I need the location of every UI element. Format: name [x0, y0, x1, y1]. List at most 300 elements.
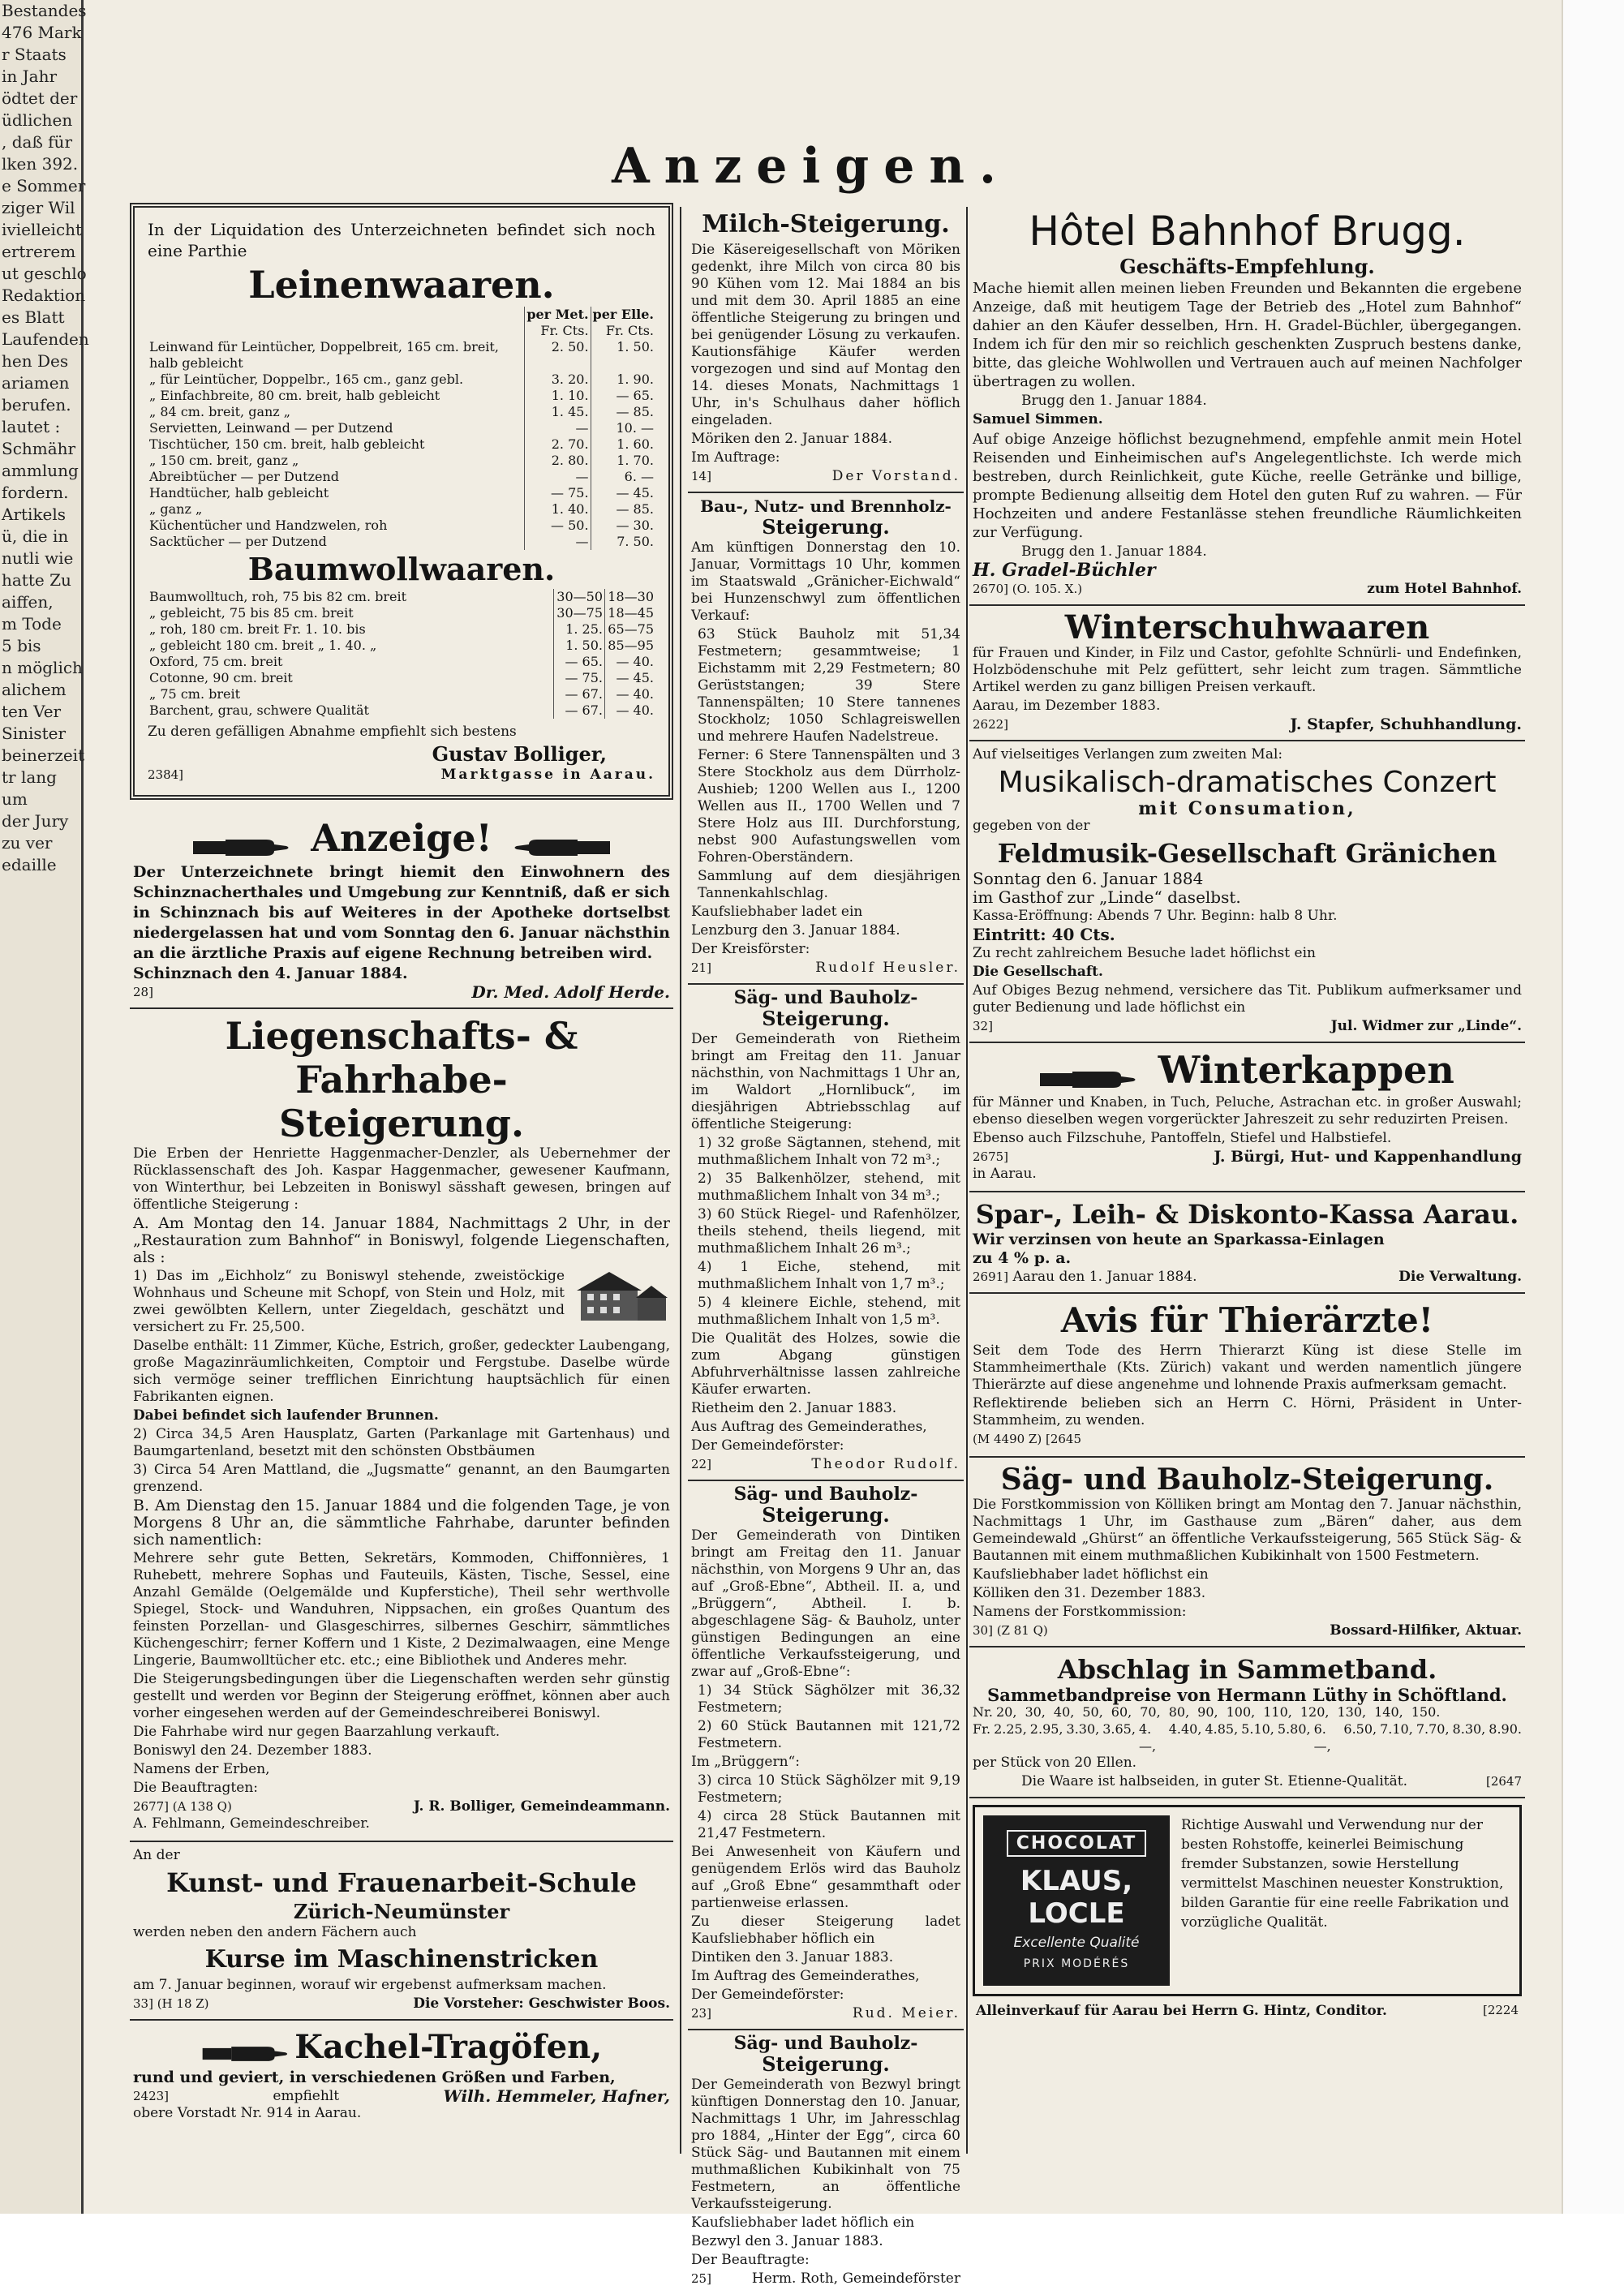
- previous-page-text: , daß für: [2, 132, 73, 152]
- price-cell: 7.70,: [1416, 1720, 1450, 1737]
- ad-title: Winterkappen: [1158, 1048, 1454, 1092]
- ad-text: empfiehlt: [273, 2087, 340, 2104]
- ad-number: 22]: [691, 1457, 711, 1471]
- ad-anzeige: [130, 811, 673, 1009]
- price-value: — 65.: [554, 654, 605, 670]
- price-cell: 6.50,: [1343, 1720, 1377, 1737]
- price-cell: 4.85,: [1205, 1720, 1239, 1737]
- price-cell: 7.10,: [1380, 1720, 1413, 1737]
- price-item-label: „ 84 cm. breit, ganz „: [149, 404, 291, 419]
- ad-title: Steigerung.: [762, 1007, 890, 1030]
- price-item-label: Baumwolltuch, roh, 75 bis 82 cm. breit: [149, 589, 407, 604]
- price-value: 1. 45.: [525, 404, 591, 420]
- ad-number: [2647: [1485, 1773, 1522, 1789]
- price-value: 18—45: [605, 605, 656, 621]
- ad-title: Milch-Steigerung.: [702, 210, 950, 238]
- price-cell: 80,: [1168, 1703, 1190, 1720]
- ad-footer-row: [973, 1149, 1522, 1166]
- ad-text: im Gasthof zur „Linde“ daselbst.: [973, 887, 1241, 907]
- column-rule: [966, 207, 968, 2154]
- col-header: per Elle.: [591, 307, 655, 323]
- price-item-label: Abreibtücher — per Dutzend: [149, 469, 340, 484]
- previous-page-text: lken 392.: [2, 154, 79, 174]
- col-header: Fr. Cts.: [525, 323, 591, 339]
- previous-page-text: tr lang: [2, 767, 57, 787]
- ad-number: [2224: [1482, 2002, 1519, 2017]
- price-cell: 150.: [1411, 1703, 1441, 1720]
- price-cell: 6.—,: [1313, 1720, 1331, 1754]
- ad-intro: In der Liquidation des Unterzeichneten befindet sich noch eine Parthie: [148, 220, 655, 260]
- column-3: [969, 203, 1525, 2166]
- ad-signature: Samuel Simmen.: [973, 411, 1103, 427]
- ad-subtitle: Sammetbandpreise von Hermann Lüthy in Schöftland.: [987, 1684, 1507, 1705]
- previous-page-text: ut geschlo: [2, 264, 87, 283]
- ad-text: 1) Das im „Eichholz“ zu Boniswyl stehende, zweistöckige Wohnhaus und Scheune mit Schopf, von Stein und Holz, mit zwei gewölbten Kellern, unter Ziegeldach, geschätzt und versichert zu Fr. 25,500.: [133, 1267, 565, 1335]
- ad-title: Steigerung.: [279, 1101, 524, 1145]
- price-row: [148, 453, 655, 469]
- ad-number: 2423]: [133, 2088, 170, 2103]
- ad-frame: [130, 203, 673, 800]
- ad-title: Säg- und Bauholz-Steigerung.: [1000, 1462, 1494, 1497]
- ad-text: Bei Anwesenheit von Käufern und genügendem Erlös wird das Bauholz auf „Groß Ebne“ gesammthaft oder partienweise erlassen.: [691, 1844, 960, 1911]
- price-value: 1. 50.: [554, 638, 605, 654]
- ad-footer: Zu deren gefälligen Abnahme empfiehlt sich bestens: [148, 724, 517, 740]
- ad-footer-row: [973, 1269, 1522, 1286]
- price-value: 7. 50.: [591, 534, 655, 550]
- ad-title-row: [133, 816, 670, 862]
- previous-page-text: Bestandes: [2, 1, 87, 20]
- ad-text: B. Am Dienstag den 15. Januar 1884 und die folgenden Tage, je von Morgens 8 Uhr an, die sämmtliche Fahrhabe, darunter befinden sich namentlich:: [133, 1496, 670, 1549]
- previous-page-text: fordern.: [2, 483, 69, 502]
- ad-text: 3) Circa 54 Aren Mattland, die „Jugsmatte“ genannt, an den Baumgarten grenzend.: [133, 1461, 670, 1495]
- price-cell: 2.95,: [1029, 1720, 1063, 1737]
- ad-signature: Jul. Widmer zur „Linde“.: [1330, 1018, 1522, 1034]
- ad-number: 14]: [691, 469, 711, 483]
- price-value: 2. 50.: [525, 339, 591, 372]
- previous-page-text: berufen.: [2, 395, 71, 415]
- price-row: [148, 485, 655, 501]
- previous-page-text: m Tode: [2, 614, 62, 634]
- price-item-label: Handtücher, halb gebleicht: [149, 485, 329, 500]
- price-item-label: Cotonne, 90 cm. breit: [149, 670, 293, 685]
- ad-title: Spar-, Leih- & Diskonto-Kassa Aarau.: [975, 1198, 1519, 1230]
- ad-text: 5) 4 kleinere Eichle, stehend, mit muthmaßlichem Inhalt von 1,5 m³.: [698, 1295, 960, 1328]
- ad-signature: J. R. Bolliger, Gemeindeammann.: [413, 1798, 670, 1815]
- ad-text: Dabei befindet sich laufender Brunnen.: [133, 1407, 439, 1424]
- ad-title: Säg- und Bauholz-: [733, 987, 918, 1008]
- pointing-hand-right-icon: [201, 2041, 290, 2067]
- ad-number: 2675]: [973, 1149, 1009, 1164]
- price-item-label: „ 150 cm. breit, ganz „: [149, 453, 299, 468]
- ad-place-date: Aarau den 1. Januar 1884.: [1012, 1268, 1197, 1285]
- ad-hotel-bahnhof: [969, 203, 1525, 606]
- ad-signature: Gustav Bolliger,: [432, 742, 607, 766]
- price-item-label: „ gebleicht 180 cm. breit „ 1. 40. „: [149, 638, 377, 653]
- ad-number: 25]: [691, 2271, 711, 2286]
- price-row: [148, 621, 655, 638]
- price-value: — 40.: [605, 686, 656, 702]
- price-row: [148, 670, 655, 686]
- ad-subtitle: mit Consumation,: [1138, 798, 1356, 819]
- ad-text: per Stück von 20 Ellen.: [973, 1754, 1137, 1771]
- ad-footer-row: [148, 767, 655, 784]
- previous-page-text: ü, die in: [2, 526, 69, 546]
- ad-number: 30] (Z 81 Q): [973, 1622, 1048, 1638]
- price-cell: 5.80,: [1277, 1720, 1311, 1737]
- ad-text: Mehrere sehr gute Betten, Sekretärs, Kommoden, Chiffonnières, 1 Ruhebett, mehrere Sophas und Fauteuils, Kästen, Tische, Sessel, eine Anzahl Gemälde (Oelgemälde und Kupferstiche), Theil sehr werthvolle Spiegel, Stock- und Wanduhren, Nippsachen, ein großes Quantum des feinsten Porzellan- und Glasgeschirres, silbernes Geschirr, sämmtliches Küchengeschirr; ferner Koffern und 1 Kiste, 2 Dezimalwaagen, eine Menge Lingerie, Baumwolltücher etc. etc.; eine Bibliothek und Anderes mehr.: [133, 1549, 670, 1669]
- previous-page-text: Schmähr: [2, 439, 76, 458]
- price-value: — 40.: [605, 654, 656, 670]
- previous-page-text: Artikels: [2, 505, 67, 524]
- price-row: [148, 372, 655, 388]
- ad-text: 63 Stück Bauholz mit 51,34 Festmetern; gesammtweise; 1 Eichstamm mit 2,29 Festmetern; 80 Gerüststangen; 39 Stere Tannenspälten; 10 Stere tannenes Stockholz; 1050 Schlagreiswellen und mehrere Haufen Nadelstreue.: [698, 626, 960, 745]
- ad-title: Kachel-Tragöfen,: [294, 2027, 603, 2066]
- ad-title: Säg- und Bauholz-: [733, 1484, 918, 1505]
- ad-subtitle: Feldmusik-Gesellschaft Gränichen: [997, 838, 1497, 869]
- price-value: 18—30: [605, 589, 656, 605]
- ad-text: zu 4 % p. a.: [973, 1248, 1072, 1267]
- price-item-label: Tischtücher, 150 cm. breit, halb gebleicht: [149, 436, 425, 452]
- ad-text: Daselbe enthält: 11 Zimmer, Küche, Estrich, großer, gedeckter Laubengang, große Magazinräumlichkeiten, Comptoir und Fergstube. Daselbe würde sich vermöge seiner trefflichen Einrichtung hauptsächlich für einen Fabrikanten eignen.: [133, 1337, 670, 1405]
- ad-text: Seit dem Tode des Herrn Thierarzt Küng ist diese Stelle im Stammheimerthale (Kts. Zürich) vakant und werden namentlich jüngere Thierärzte auf diese angenehme und lohnende Praxis aufmerksam gemacht.: [973, 1342, 1522, 1393]
- previous-page-text: 476 Mark: [2, 23, 82, 42]
- price-value: — 67.: [554, 702, 605, 719]
- previous-page-text: in Jahr: [2, 67, 58, 86]
- ad-number: 28]: [133, 984, 153, 999]
- price-value: — 30.: [591, 518, 655, 534]
- ad-text: Auf obige Anzeige höflichst bezugnehmend, empfehle anmit mein Hotel Reisenden und Einheimischen auf's Angelegentlichste. Ich werde mich bestreben, durch Reinlichkeit, gute Küche, reelle Getränke und billige, prompte Bedienung allseitig dem Hotel den guten Ruf zu wahren. — Für Hochzeiten und andere Festanlässe stehen freundliche Räumlichkeiten zur Verfügung.: [973, 431, 1522, 541]
- ad-place-date: Rietheim den 2. Januar 1883.: [691, 1400, 897, 1416]
- price-item-label: Servietten, Leinwand — per Dutzend: [149, 420, 393, 436]
- ad-text: Alleinverkauf für Aarau bei Herrn G. Hintz, Conditor.: [976, 2002, 1387, 2019]
- ad-place-date: Bezwyl den 3. Januar 1883.: [691, 2233, 883, 2249]
- ad-signature: J. Bürgi, Hut- und Kappenhandlung: [1214, 1147, 1522, 1166]
- ad-text: 2) Circa 34,5 Aren Hausplatz, Garten (Parkanlage mit Gartenhaus) und Baumgartenland, besetzt mit den schönsten Obstbäumen: [133, 1425, 670, 1459]
- ad-footer-row: [133, 1995, 670, 2013]
- previous-page-text: beinerzeit: [2, 745, 85, 765]
- price-item-label: „ gebleicht, 75 bis 85 cm. breit: [149, 605, 354, 621]
- price-row-numbers: [973, 1703, 1522, 1720]
- price-item-label: „ 75 cm. breit: [149, 686, 241, 702]
- previous-page-text: hatte Zu: [2, 570, 71, 590]
- ad-title: Winterschuhwaaren: [1064, 608, 1430, 647]
- price-table: [148, 307, 655, 550]
- price-value: 2. 80.: [525, 453, 591, 469]
- ad-place-date: Boniswyl den 24. Dezember 1883.: [133, 1742, 372, 1759]
- price-value: 30—75: [554, 605, 605, 621]
- price-value: 65—75: [605, 621, 656, 638]
- ad-subtitle: Zürich-Neumünster: [293, 1899, 510, 1923]
- price-cell: 4.—,: [1138, 1720, 1157, 1754]
- ad-konzert: [969, 741, 1525, 1043]
- price-row: [148, 339, 655, 372]
- ad-text: Ferner: 6 Stere Tannenspälten und 3 Stere Stockholz aus dem Dürrholz-Aushieb; 1200 Wellen aus I., 1200 Wellen aus II., 1700 Wellen und 7 Stere Holz aus III. Durchforstung, nebst 900 Aufastungswellen vom Fohren-Oberständern.: [698, 747, 960, 866]
- price-row: [148, 589, 655, 605]
- ad-subtitle: Kurse im Maschinenstricken: [204, 1944, 599, 1974]
- ad-text: Die Erben der Henriette Haggenmacher-Denzler, als Uebernehmer der Rücklassenschaft des Joh. Kaspar Haggenmacher, gewesener Kaufmann, von Winterthur, bei Lebzeiten in Boniswyl sässhaft gewesen, bringen auf öffentliche Steigerung :: [133, 1145, 670, 1213]
- price-row: [148, 686, 655, 702]
- price-row: [148, 420, 655, 436]
- ad-text: Kassa-Eröffnung: Abends 7 Uhr. Beginn: halb 8 Uhr.: [973, 908, 1338, 924]
- ad-kunstschule: [130, 1842, 673, 2021]
- ad-signature: Bossard-Hilfiker, Aktuar.: [1330, 1622, 1522, 1639]
- ad-title: Steigerung.: [762, 1503, 890, 1527]
- price-value: — 67.: [554, 686, 605, 702]
- ad-footer-row: [691, 468, 960, 485]
- ad-footer-row: [133, 2088, 670, 2105]
- price-value: 6. —: [591, 469, 655, 485]
- ad-text: Ebenso auch Filzschuhe, Pantoffeln, Stiefel und Halbstiefel.: [973, 1129, 1392, 1146]
- ad-address: obere Vorstadt Nr. 914 in Aarau.: [133, 2104, 362, 2121]
- price-cell: 3.30,: [1066, 1720, 1100, 1737]
- previous-page-text: es Blatt: [2, 307, 65, 327]
- ad-text: Der Unterzeichnete bringt hiemit den Einwohnern des Schinznacherthales und Umgebung zur Kenntniß, daß er sich in Schinznach bis auf Weiteres in der Apotheke dortselbst niedergelassen hat und vom Sonntag den 6. Januar nächsthin an die ärztliche Praxis auf eigene Rechnung betreiben wird.: [133, 862, 670, 962]
- price-item-label: Leinwand für Leintücher, Doppelbreit, 165 cm. breit, halb gebleicht: [149, 339, 499, 371]
- ad-signature: A. Fehlmann, Gemeindeschreiber.: [133, 1815, 370, 1832]
- ad-footer-row: [973, 716, 1522, 733]
- ad-footer-row: [691, 2270, 960, 2288]
- ad-place-date: Möriken den 2. Januar 1884.: [691, 431, 893, 447]
- previous-page-text: e Sommer: [2, 176, 86, 195]
- ad-number: 32]: [973, 1019, 993, 1033]
- price-value: —: [525, 534, 591, 550]
- ad-number: 23]: [691, 2006, 711, 2021]
- ad-text: Der Gemeindeförster:: [691, 1437, 844, 1454]
- price-cell: 40,: [1053, 1703, 1075, 1720]
- ad-footer-row: [133, 984, 670, 1001]
- ad-number: 33] (H 18 Z): [133, 1995, 209, 2011]
- price-value: 30—50: [554, 589, 605, 605]
- price-cell: 110,: [1263, 1703, 1292, 1720]
- ad-text: Kaufsliebhaber ladet höflich ein: [691, 2215, 915, 2231]
- col-header: per Met.: [525, 307, 591, 323]
- price-item-label: „ Einfachbreite, 80 cm. breit, halb gebleicht: [149, 388, 440, 403]
- page-margin: [1562, 0, 1624, 2214]
- ad-footer-row: [691, 960, 960, 977]
- ad-text: Die Waare ist halbseiden, in guter St. Etienne-Qualität.: [1021, 1772, 1407, 1789]
- price-cell: 90,: [1197, 1703, 1218, 1720]
- ad-title: Liegenschafts- & Fahrhabe-: [225, 1013, 578, 1102]
- ad-number: 2622]: [973, 717, 1009, 732]
- ad-signature: Dr. Med. Adolf Herde.: [471, 982, 670, 1002]
- price-row: [148, 702, 655, 719]
- logo-text: PRIX MODÉRÉS: [1023, 1957, 1130, 1970]
- ad-signature: H. Gradel-Büchler: [973, 560, 1156, 581]
- ad-text: für Frauen und Kinder, in Filz und Castor, gefohlte Schnürli- und Endefinken, Holzbödenschuhe mit Pelz gefüttert, sehr leicht zum tragen. Sämmtliche Artikel werden zu ganz billigen Preisen verkauft.: [973, 645, 1522, 695]
- ad-title: Kunst- und Frauenarbeit-Schule: [166, 1867, 637, 1898]
- ad-signature: Der Vorstand.: [831, 468, 960, 484]
- ad-text: Der Kreisförster:: [691, 941, 810, 957]
- price-value: — 65.: [591, 388, 655, 404]
- ad-subtitle: Baumwollwaaren.: [247, 551, 556, 587]
- price-row: [148, 501, 655, 518]
- ad-text: 1) 32 große Sägtannen, stehend, mit muthmaßlichem Inhalt von 72 m³.;: [698, 1135, 960, 1168]
- ad-number: 2691]: [973, 1269, 1009, 1284]
- ad-text: Die Fahrhabe wird nur gegen Baarzahlung verkauft.: [133, 1723, 501, 1740]
- ad-signature: Die Gesellschaft.: [973, 964, 1103, 980]
- ad-subtitle: Geschäfts-Empfehlung.: [1119, 255, 1375, 278]
- ad-text: Am künftigen Donnerstag den 10. Januar, Vormittags 10 Uhr, kommen im Staatswald „Gränicher-Eichwald“ bei Hunzenschwyl zum öffentlichen Verkauf:: [691, 539, 960, 624]
- ad-liegenschaften: [130, 1009, 673, 1842]
- price-cell: 60,: [1111, 1703, 1132, 1720]
- ad-text: Reflektirende belieben sich an Herrn C. Hörni, Präsident in Unter-Stammheim, zu wenden.: [973, 1394, 1522, 1428]
- ad-text: Sonntag den 6. Januar 1884: [973, 869, 1204, 888]
- price-row: [148, 534, 655, 550]
- price-value: 1. 40.: [525, 501, 591, 518]
- ad-footer-row: [973, 1018, 1522, 1035]
- ad-title: Avis für Thierärzte!: [1060, 1300, 1434, 1340]
- price-value: — 85.: [591, 404, 655, 420]
- ad-address: in Aarau.: [973, 1165, 1037, 1182]
- ad-signature: Herm. Roth, Gemeindeförster: [751, 2270, 960, 2287]
- price-row: [148, 469, 655, 485]
- price-value: 1. 60.: [591, 436, 655, 453]
- previous-page-text: ivielleicht: [2, 220, 83, 239]
- previous-page-text: ziger Wil: [2, 198, 75, 217]
- price-cell: 3.65,: [1102, 1720, 1136, 1737]
- price-cell: 8.90.: [1489, 1720, 1522, 1737]
- ad-text: Mache hiemit allen meinen lieben Freunden und Bekannten die ergebene Anzeige, daß mit heutigem Tage der Betrieb des „Hotel zum Bahnhof“ dahier an den Käufer desselben, Hrn. H. Gradel-Büchler, übergegangen. Indem ich für den mir so reichlich geschenkten Zuspruch bestens danke, bitte, das gleiche Wohlwollen und Vertrauen auch auf meinen Nachfolger übertragen zu wollen.: [973, 280, 1522, 390]
- ad-subtitle: rund und geviert, in verschiedenen Größen und Farben,: [133, 2068, 616, 2086]
- ad-footer-row: [691, 1456, 960, 1473]
- ad-title: Steigerung.: [762, 515, 890, 539]
- price-cell: 70,: [1140, 1703, 1161, 1720]
- price-cell: 30,: [1025, 1703, 1046, 1720]
- ad-bauholz-lenzburg: [688, 493, 964, 985]
- previous-page-text: ariamen: [2, 373, 70, 393]
- ad-winterschuhwaaren: [969, 606, 1525, 741]
- ad-text: 4) 1 Eiche, stehend, mit muthmaßlichem Inhalt von 1,7 m³.;: [698, 1259, 960, 1292]
- price-value: 1. 25.: [554, 621, 605, 638]
- ad-text: Auf Obiges Bezug nehmend, versichere das Tit. Publikum aufmerksamer und guter Bedienung und lade höflichst ein: [973, 982, 1522, 1016]
- previous-page-text: zu ver: [2, 833, 53, 853]
- ad-text: 4) circa 28 Stück Bautannen mit 21,47 Festmetern.: [698, 1808, 960, 1841]
- ad-sammetband: [969, 1647, 1525, 1798]
- ad-place-date: Kölliken den 31. Dezember 1883.: [973, 1584, 1206, 1601]
- previous-page-text: der Jury: [2, 811, 69, 831]
- previous-page-text: ammlung: [2, 461, 79, 480]
- column-1: [130, 203, 673, 2166]
- previous-page-text: ertrerem: [2, 242, 76, 261]
- price-value: — 85.: [591, 501, 655, 518]
- ad-text: Die Qualität des Holzes, sowie die zum Abgang günstigen Abfuhrverhältnisse lassen zahlreiche Käufer erwarten.: [691, 1330, 960, 1398]
- price-row-label: Nr.: [973, 1703, 993, 1720]
- ad-saegholz-dintiken: [688, 1481, 964, 2030]
- ad-title: Anzeige!: [311, 816, 492, 860]
- previous-page-text: n möglich: [2, 658, 83, 677]
- price-row: [148, 605, 655, 621]
- price-value: —: [525, 469, 591, 485]
- price-row: [148, 436, 655, 453]
- price-item-label: Sacktücher — per Dutzend: [149, 534, 327, 549]
- ad-text: Im Auftrage:: [691, 449, 780, 466]
- price-list: [996, 1703, 1440, 1720]
- ad-text: Der Gemeinderath von Bezwyl bringt künftigen Donnerstag den 10. Januar, Nachmittags 1 Uhr, im Jahresschlag pro 1884, „Hinter der Egg“, circa 60 Stück Säg- und Bautannen mit einem muthmaßlichen Kubikinhalt von 75 Festmetern, an öffentliche Verkaufssteigerung.: [691, 2077, 960, 2212]
- price-cell: 130,: [1337, 1703, 1367, 1720]
- ad-footer-row: [973, 1622, 1522, 1639]
- ad-text: Wir verzinsen von heute an Sparkassa-Einlagen: [973, 1230, 1385, 1248]
- ad-footer-row: [973, 581, 1522, 598]
- price-value: — 45.: [605, 670, 656, 686]
- ad-kachel: [130, 2021, 673, 2130]
- ad-winterkappen: [969, 1043, 1525, 1192]
- price-list: [994, 1720, 1522, 1755]
- ad-title: Bau-, Nutz- und Brennholz-: [700, 496, 952, 516]
- ad-text: Zu recht zahlreichem Besuche ladet höflichst ein: [973, 945, 1316, 961]
- logo-text: Excellente Qualité: [1013, 1935, 1140, 1951]
- price-cell: 5.10,: [1241, 1720, 1274, 1737]
- price-cell: 4.40,: [1168, 1720, 1202, 1737]
- previous-page-text: r Staats: [2, 45, 67, 64]
- ad-footer-row: [691, 2005, 960, 2022]
- ad-text: Im „Brüggern“:: [691, 1754, 800, 1770]
- previous-page-text: Redaktion: [2, 286, 86, 305]
- price-row: [148, 654, 655, 670]
- ad-text: werden neben den andern Fächern auch: [133, 1923, 417, 1940]
- ad-number: 2670] (O. 105. X.): [973, 582, 1083, 596]
- price-item-label: Küchentücher und Handzwelen, roh: [149, 518, 388, 533]
- price-item-label: Oxford, 75 cm. breit: [149, 654, 283, 669]
- previous-page-text: lautet :: [2, 417, 61, 436]
- ad-place-date: Aarau, im Dezember 1883.: [973, 698, 1161, 714]
- ad-text: Der Gemeinderath von Dintiken bringt am Freitag den 11. Januar nächsthin, von Morgens 9 Uhr an, das auf „Groß-Ebne“, Abtheil. II. a, und „Brüggern“, Abtheil. I. b. abgeschlagene Säg- & Bauholz, unter günstigen Bedingungen an eine öffentliche Verkaufssteigerung, und zwar auf „Groß-Ebne“:: [691, 1527, 960, 1680]
- col-header: Fr. Cts.: [591, 323, 655, 339]
- ad-text: Die Forstkommission von Kölliken bringt am Montag den 7. Januar nächsthin, Nachmittags 1 Uhr, im Gasthause zum „Bären“ daher, aus dem Gemeindewald „Ghürst“ an öffentliche Verkaufssteigerung, 565 Stück Säg- & Bautannen mit einem muthmaßlichen Kubikinhalt von 1500 Festmetern.: [973, 1496, 1522, 1564]
- ad-saegholz-bezwyl: [688, 2030, 964, 2294]
- previous-page-text: hen Des: [2, 351, 69, 371]
- pointing-hand-right-icon: [193, 833, 290, 862]
- ad-title: Steigerung.: [762, 2052, 890, 2076]
- ad-signature: Theodor Rudolf.: [811, 1456, 960, 1472]
- previous-page-text: Sinister: [2, 724, 67, 743]
- price-value: — 40.: [605, 702, 656, 719]
- price-value: 85—95: [605, 638, 656, 654]
- price-cell: 100,: [1226, 1703, 1256, 1720]
- price-cell: 50,: [1082, 1703, 1103, 1720]
- ad-text: Aus Auftrag des Gemeinderathes,: [691, 1419, 927, 1435]
- ad-text: 3) 60 Stück Riegel- und Rafenhölzer, theils stehend, theils liegend, mit muthmaßlichem Inhalt 26 m³.;: [698, 1206, 960, 1257]
- ad-address: Marktgasse in Aarau.: [440, 767, 655, 783]
- ad-text: Richtige Auswahl und Verwendung nur der besten Rohstoffe, keinerlei Beimischung fremder Substanzen, sowie Herstellung vermittelst Maschinen neuester Konstruktion, bilden Garantie für eine reelle Fabrikation und vorzügliche Qualität.: [1181, 1816, 1510, 1931]
- price-value: 1. 10.: [525, 388, 591, 404]
- ad-text: Kaufsliebhaber ladet ein: [691, 904, 863, 920]
- price-item-label: Barchent, grau, schwere Qualität: [149, 702, 369, 718]
- price-cell: 120,: [1300, 1703, 1330, 1720]
- previous-page-text: nutli wie: [2, 548, 74, 568]
- ad-number: 2384]: [148, 767, 184, 782]
- ad-signature: Rud. Meier.: [852, 2005, 960, 2021]
- ad-place-date: Brugg den 1. Januar 1884.: [1021, 393, 1207, 409]
- ad-title: Musikalisch-dramatisches Conzert: [998, 766, 1497, 799]
- price-value: — 75.: [554, 670, 605, 686]
- logo-text: KLAUS, LOCLE: [1020, 1865, 1133, 1930]
- ad-signature: Die Verwaltung.: [1398, 1268, 1522, 1285]
- ad-text: 3) circa 10 Stück Säghölzer mit 9,19 Festmetern;: [698, 1772, 960, 1806]
- price-item-label: „ ganz „: [149, 501, 203, 517]
- price-value: 3. 20.: [525, 372, 591, 388]
- price-value: 1. 70.: [591, 453, 655, 469]
- previous-page-edge: [0, 0, 89, 2214]
- ad-text: Der Gemeindeförster:: [691, 1987, 844, 2003]
- ad-avis-thieraerzte: [969, 1294, 1525, 1458]
- price-value: 10. —: [591, 420, 655, 436]
- price-value: —: [525, 420, 591, 436]
- previous-page-text: alichem: [2, 680, 67, 699]
- ad-leinenwaaren: [130, 203, 673, 800]
- ad-footer-row: [133, 1798, 670, 1815]
- price-cell: 20,: [995, 1703, 1017, 1720]
- ad-number: 21]: [691, 960, 711, 975]
